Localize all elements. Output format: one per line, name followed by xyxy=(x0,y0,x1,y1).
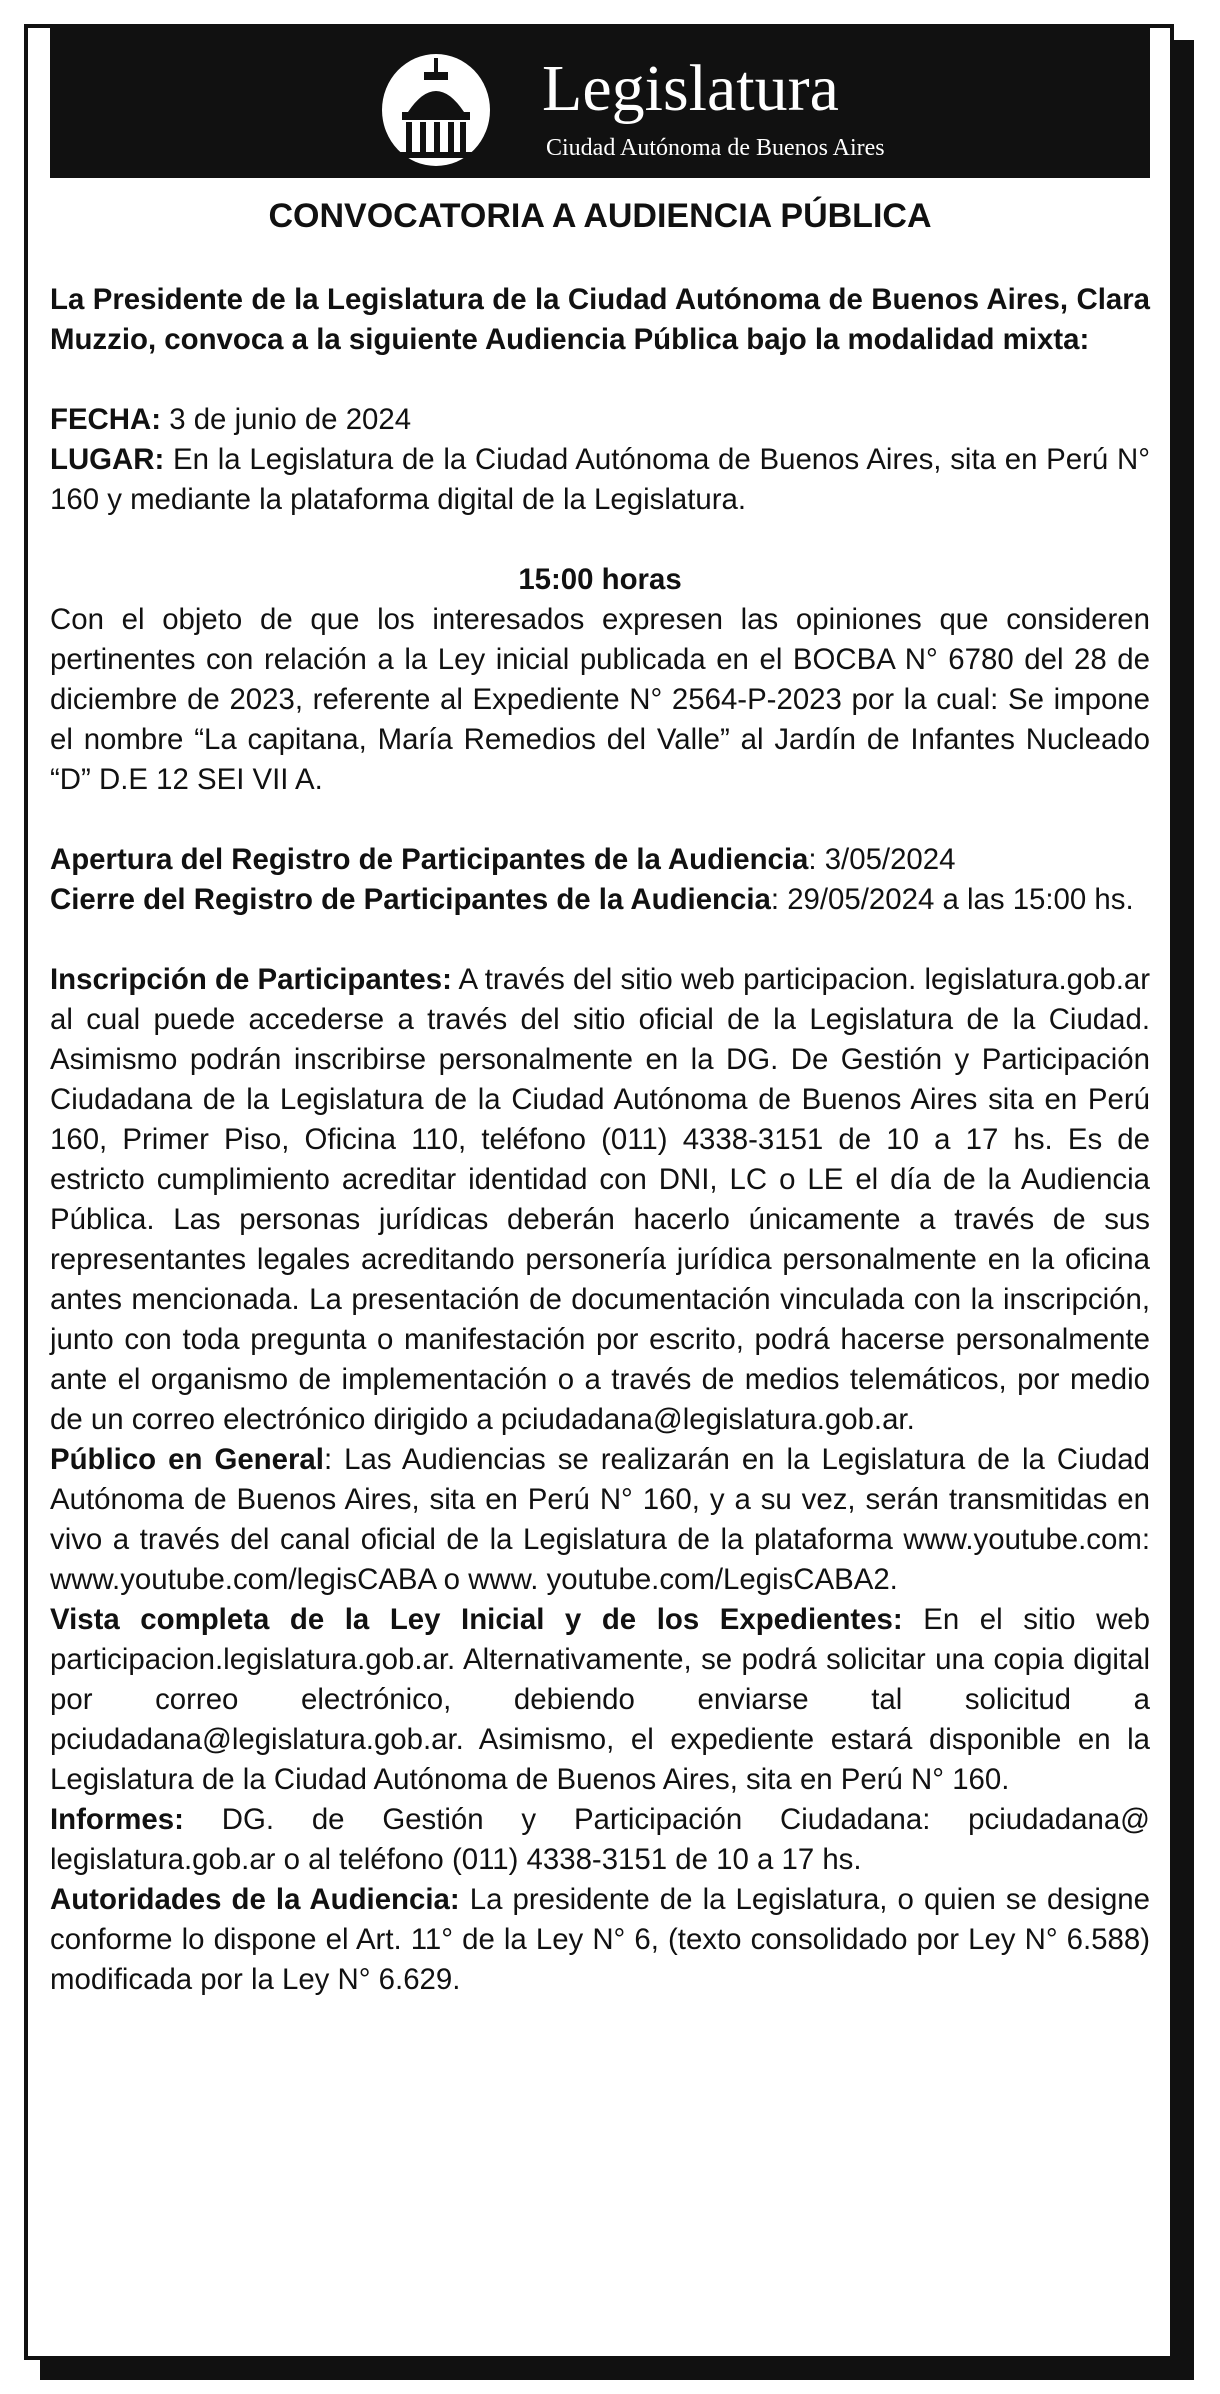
notice-body xyxy=(50,280,1150,2000)
vista-paragraph xyxy=(50,1600,1150,1800)
cierre-line xyxy=(50,880,1150,920)
fecha-label: FECHA: xyxy=(50,403,162,436)
lugar-label: LUGAR: xyxy=(50,443,165,476)
cierre-label: Cierre del Registro de Participantes de la Audiencia xyxy=(50,883,771,916)
apertura-line xyxy=(50,840,1150,880)
publico-value: : Las Audiencias se realizarán en la Legislatura de la Ciudad Autónoma de Buenos Aires, sita en Perú N° 160, y a su vez, serán transmitidas en vivo a través del canal oficial de la Legislatura de la plataforma www.youtube.com: www.youtube.com/legisCABA o www. youtube.com/LegisCABA2. xyxy=(50,1443,1150,1596)
inscripcion-label: Inscripción de Participantes: xyxy=(50,963,452,996)
autoridades-paragraph xyxy=(50,1880,1150,2000)
publico-label: Público en General xyxy=(50,1443,324,1476)
vista-label: Vista completa de la Ley Inicial y de los Expedientes: xyxy=(50,1603,903,1636)
hora-line xyxy=(50,560,1150,600)
legislature-dome-icon xyxy=(380,48,492,168)
lugar-value: En la Legislatura de la Ciudad Autónoma de Buenos Aires, sita en Perú N° 160 y mediante la plataforma digital de la Legislatura. xyxy=(50,443,1150,516)
apertura-value: : 3/05/2024 xyxy=(808,843,956,876)
apertura-label: Apertura del Registro de Participantes de la Audiencia xyxy=(50,843,809,876)
intro-paragraph xyxy=(50,280,1150,360)
lugar-line xyxy=(50,440,1150,520)
informes-paragraph xyxy=(50,1800,1150,1880)
fecha-line xyxy=(50,400,1150,440)
notice-frame xyxy=(24,24,1174,2360)
logo-name: Legislatura xyxy=(542,52,839,125)
autoridades-value: La presidente de la Legislatura, o quien se designe conforme lo dispone el Art. 11° de la Ley N° 6, (texto consolidado por Ley N° 6.588) modificada por la Ley N° 6.629. xyxy=(50,1883,1150,1996)
intro-text: La Presidente de la Legislatura de la Ciudad Autónoma de Buenos Aires, Clara Muzzio, convoca a la siguiente Audiencia Pública bajo la modalidad mixta: xyxy=(50,283,1150,356)
vista-value: En el sitio web participacion.legislatura.gob.ar. Alternativamente, se podrá solicitar una copia digital por correo electrónico, debiendo enviarse tal solicitud a pciudadana@legislatura.gob.ar. Asimismo, el expediente estará disponible en la Legislatura de la Ciudad Autónoma de Buenos Aires, sita en Perú N° 160. xyxy=(50,1603,1150,1796)
page-title: CONVOCATORIA A AUDIENCIA PÚBLICA xyxy=(268,197,932,235)
publico-paragraph xyxy=(50,1440,1150,1600)
autoridades-label: Autoridades de la Audiencia: xyxy=(50,1883,460,1916)
objeto-paragraph: Con el objeto de que los interesados expresen las opiniones que consideren pertinentes con relación a la Ley inicial publicada en el BOCBA N° 6780 del 28 de diciembre de 2023, referente al Expediente N° 2564-P-2023 por la cual: Se impone el nombre “La capitana, María Remedios del Valle” al Jardín de Infantes Nucleado “D” D.E 12 SEI VII A. xyxy=(50,603,1150,796)
header-banner xyxy=(50,28,1150,178)
inscripcion-paragraph xyxy=(50,960,1150,1440)
inscripcion-value: A través del sitio web participacion. legislatura.gob.ar al cual puede accederse a través del sitio oficial de la Legislatura de la Ciudad. Asimismo podrán inscribirse personalmente en la DG. De Gestión y Participación Ciudadana de la Legislatura de la Ciudad Autónoma de Buenos Aires sita en Perú 160, Primer Piso, Oficina 110, teléfono (011) 4338-3151 de 10 a 17 hs. Es de estricto cumplimiento acreditar identidad con DNI, LC o LE el día de la Audiencia Pública. Las personas jurídicas deberán hacerlo únicamente a través de sus representantes legales acreditando personería jurídica personalmente en la oficina antes mencionada. La presentación de documentación vinculada con la inscripción, junto con toda pregunta o manifestación por escrito, podrá hacerse personalmente ante el organismo de implementación o a través de medios telemáticos, por medio de un correo electrónico dirigido a pciudadana@legislatura.gob.ar. xyxy=(50,963,1150,1436)
logo-subtitle: Ciudad Autónoma de Buenos Aires xyxy=(546,135,885,161)
hora-value: 15:00 horas xyxy=(518,563,682,596)
informes-label: Informes: xyxy=(50,1803,184,1836)
informes-value: DG. de Gestión y Participación Ciudadana: pciudadana@ legislatura.gob.ar o al teléfono (011) 4338-3151 de 10 a 17 hs. xyxy=(50,1803,1150,1876)
fecha-value: 3 de junio de 2024 xyxy=(169,403,412,436)
cierre-value: : 29/05/2024 a las 15:00 hs. xyxy=(770,883,1134,916)
